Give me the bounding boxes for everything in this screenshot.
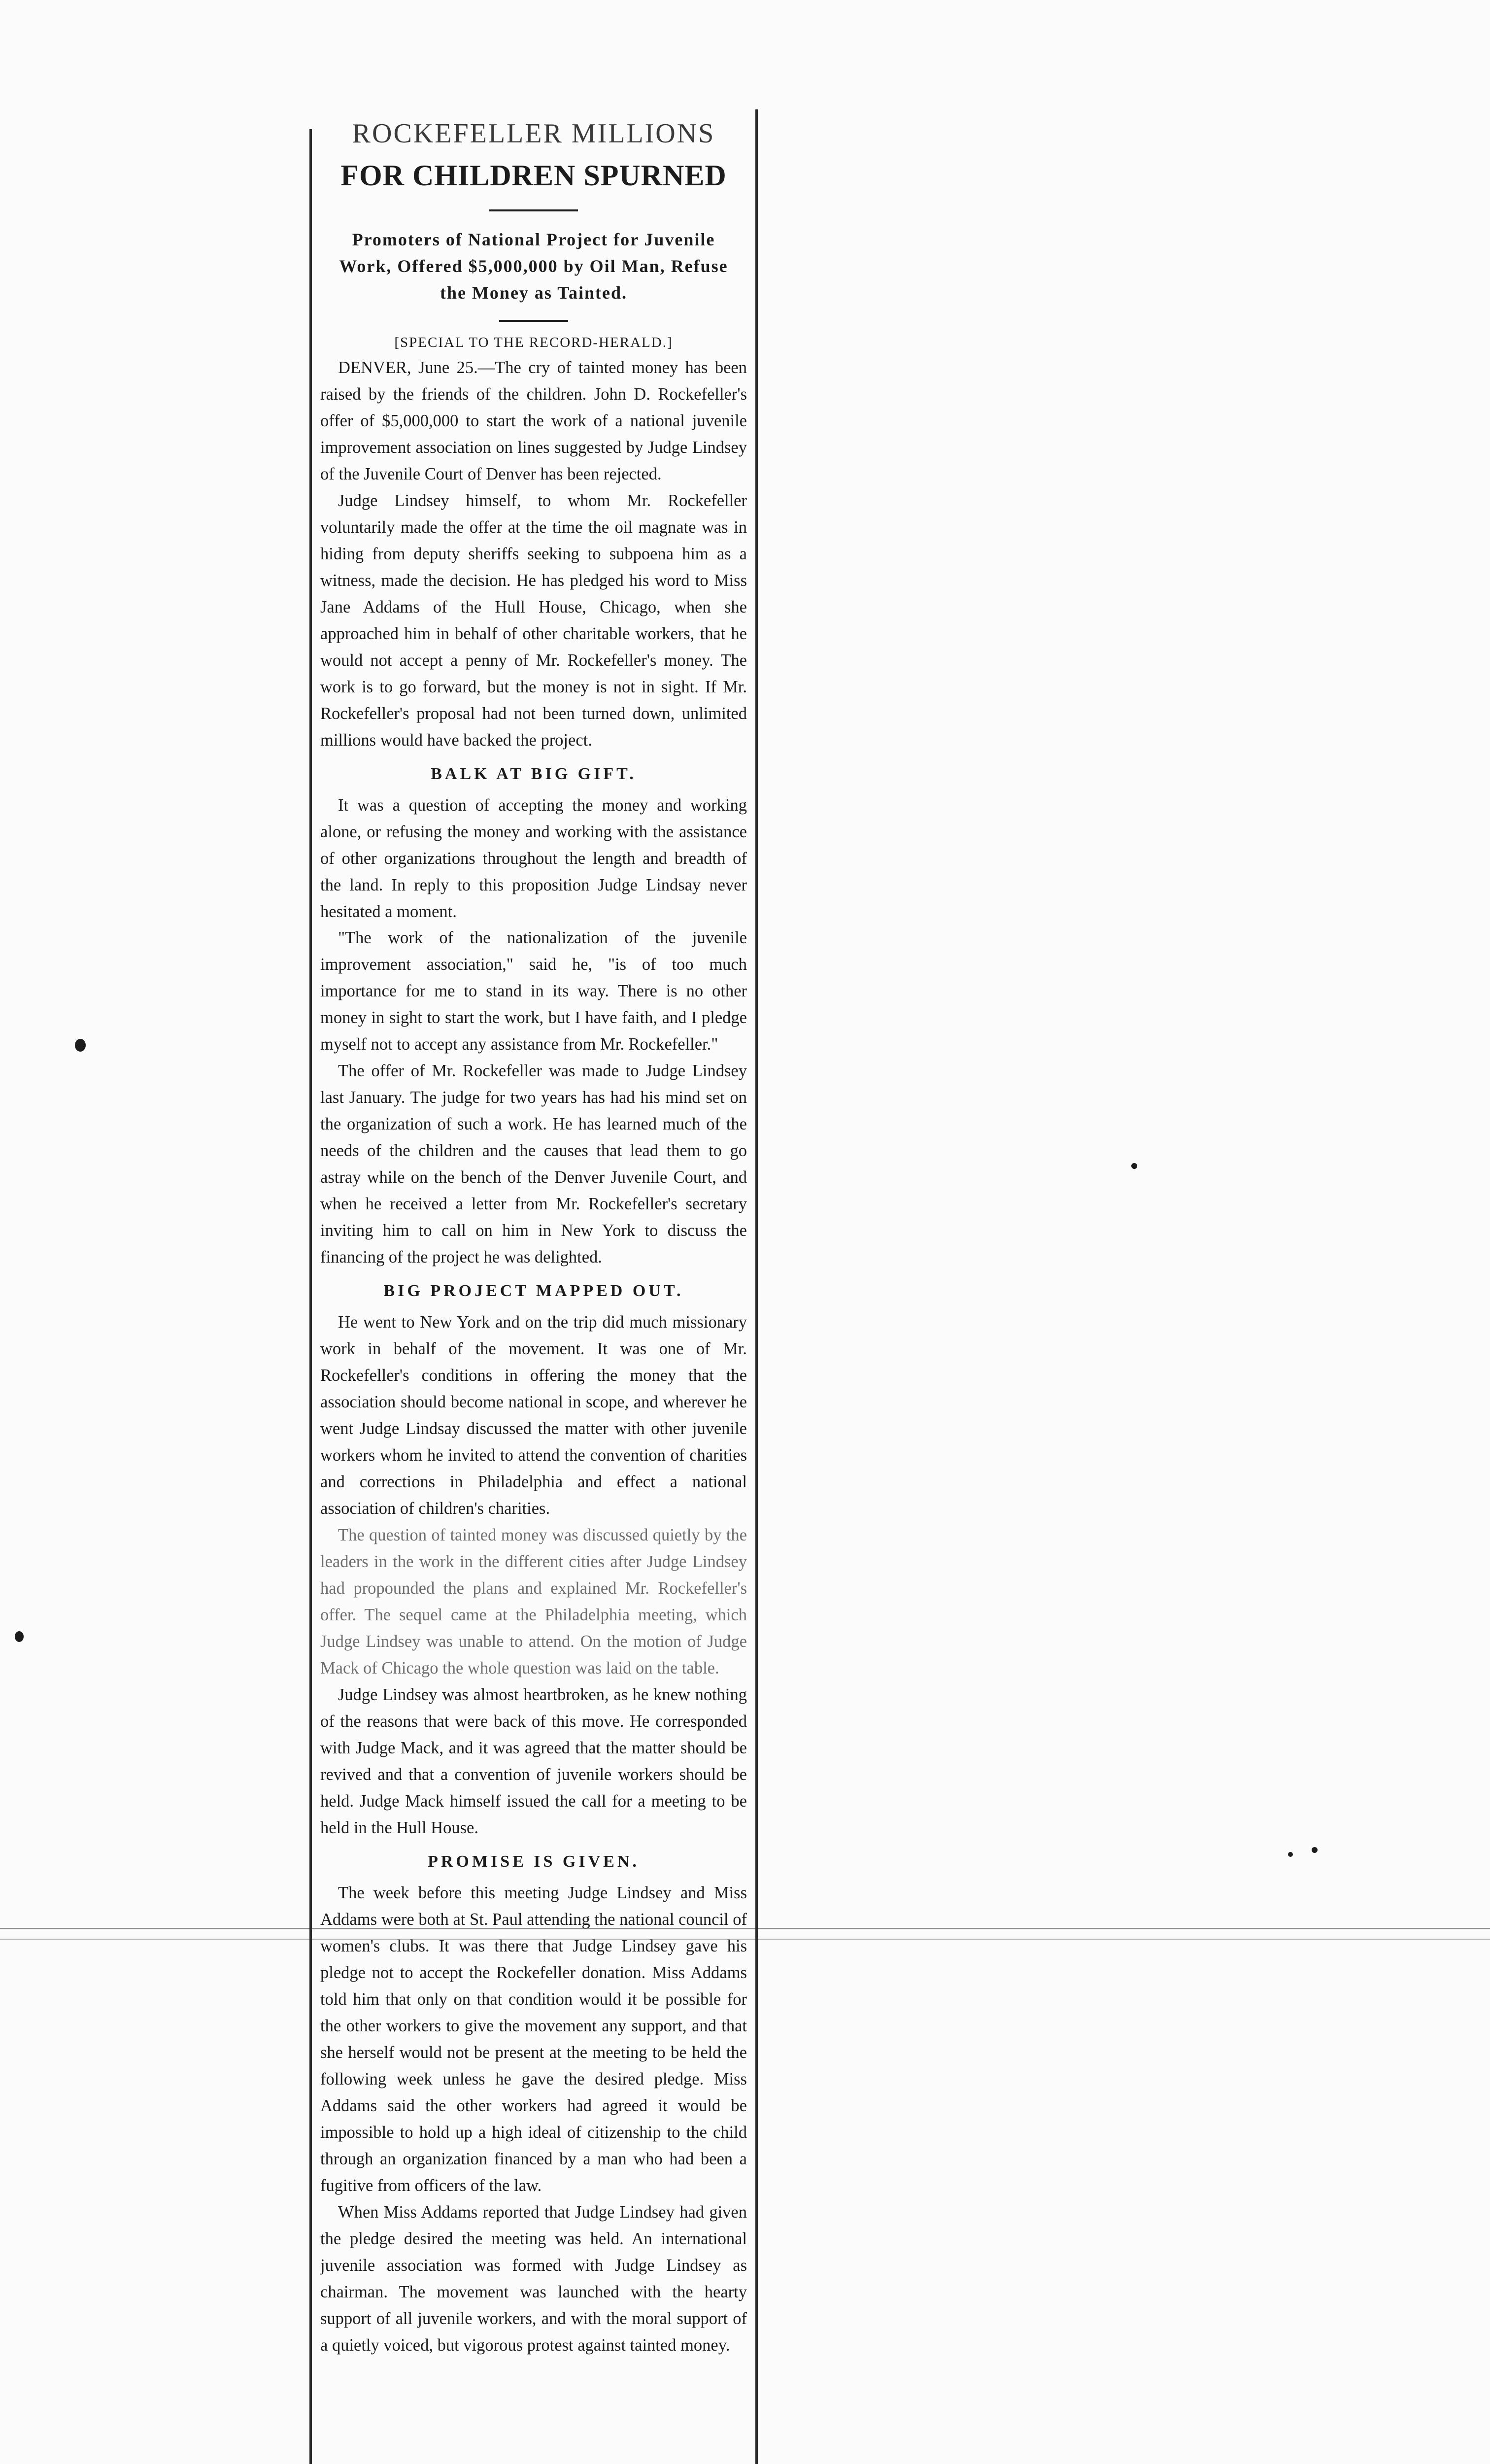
paragraph: The offer of Mr. Rockefeller was made to Judge Lindsey last January. The judge for two years has had his mind set on the organization of such a work. He has learned much of the needs of the children and the causes that lead them to go astray while on the bench of the Denver Juvenile Court, and when he received a letter from Mr. Rockefeller's secretary inviting him to call on him in New York to discuss the financing of the project he was delighted.	[320, 1061, 747, 1267]
paragraph: The week before this meeting Judge Lindsey and Miss Addams were both at St. Paul attending the national council of women's clubs. It was there that Judge Lindsey gave his pledge not to accept the Rockefeller donation. Miss Addams told him that only on that condition would it be possible for the other workers to give the movement any support, and that she herself would not be present at the meeting to be held the following week unless he gave the desired pledge. Miss Addams said the other workers had agreed it would be impossible to hold up a high ideal of citizenship to the child through an organization financed by a man who had been a fugitive from officers of the law.	[320, 1883, 747, 2195]
subhead: BALK AT BIG GIFT.	[431, 764, 637, 783]
deck-headline: Promoters of National Project for Juvenile Work, Offered $5,000,000 by Oil Man, Refuse the Money as Tainted.	[339, 229, 728, 303]
paragraph: DENVER, June 25.—The cry of tainted money has been raised by the friends of the children. John D. Rockefeller's offer of $5,000,000 to start the work of a national juvenile improvement association on lines suggested by Judge Lindsey of the Juvenile Court of Denver has been rejected.	[320, 358, 747, 483]
column-rule-right	[755, 109, 758, 2464]
dateline-credit: [SPECIAL TO THE RECORD-HERALD.]	[394, 334, 673, 350]
paragraph: The question of tainted money was discussed quietly by the leaders in the work in the different cities after Judge Lindsey had propounded the plans and explained Mr. Rockefeller's offer. The sequel came at the Philadelphia meeting, which Judge Lindsey was unable to attend. On the motion of Judge Mack of Chicago the whole question was laid on the table.	[320, 1526, 747, 1678]
paragraph: Judge Lindsey was almost heartbroken, as he knew nothing of the reasons that were back of this move. He corresponded with Judge Mack, and it was agreed that the matter should be revived and that a convention of juvenile workers should be held. Judge Mack himself issued the call for a meeting to be held in the Hull House.	[320, 1685, 747, 1837]
headline-main: FOR CHILDREN SPURNED	[340, 159, 727, 192]
paragraph: It was a question of accepting the money and working alone, or refusing the money and working with the assistance of other organizations throughout the length and breadth of the land. In reply to this proposition Judge Lindsay never hesitated a moment.	[320, 795, 747, 921]
subhead: BIG PROJECT MAPPED OUT.	[383, 1282, 684, 1300]
headline-top: ROCKEFELLER MILLIONS	[352, 118, 715, 149]
paragraph: He went to New York and on the trip did much missionary work in behalf of the movement. It was one of Mr. Rockefeller's conditions in offering the money that the association should become national in scope, and wherever he went Judge Lindsay discussed the matter with other juvenile workers whom he invited to attend the convention of charities and corrections in Philadelphia and effect a national association of children's charities.	[320, 1313, 747, 1518]
deck-dash	[499, 320, 568, 322]
column-rule-left	[309, 129, 312, 2464]
paragraph: "The work of the nationalization of the juvenile improvement association," said he, "is of too much importance for me to stand in its way. There is no other money in sight to start the work, but I have faith, and I pledge myself not to accept any assistance from Mr. Rockefeller."	[320, 928, 747, 1054]
subhead: PROMISE IS GIVEN.	[428, 1852, 640, 1871]
headline-dash	[489, 209, 578, 211]
article-body	[320, 355, 747, 2359]
newspaper-clipping	[309, 109, 758, 2464]
paragraph: Judge Lindsey himself, to whom Mr. Rockefeller voluntarily made the offer at the time the oil magnate was in hiding from deputy sheriffs seeking to subpoena him as a witness, made the decision. He has pledged his word to Miss Jane Addams of the Hull House, Chicago, when she approached him in behalf of other charitable workers, that he would not accept a penny of Mr. Rockefeller's money. The work is to go forward, but the money is not in sight. If Mr. Rockefeller's proposal had not been turned down, unlimited millions would have backed the project.	[320, 491, 747, 750]
article-column	[320, 119, 747, 2359]
paragraph: When Miss Addams reported that Judge Lindsey had given the pledge desired the meeting was held. An international juvenile association was formed with Judge Lindsey as chairman. The movement was launched with the hearty support of all juvenile workers, and with the moral support of a quietly voiced, but vigorous protest against tainted money.	[320, 2202, 747, 2355]
